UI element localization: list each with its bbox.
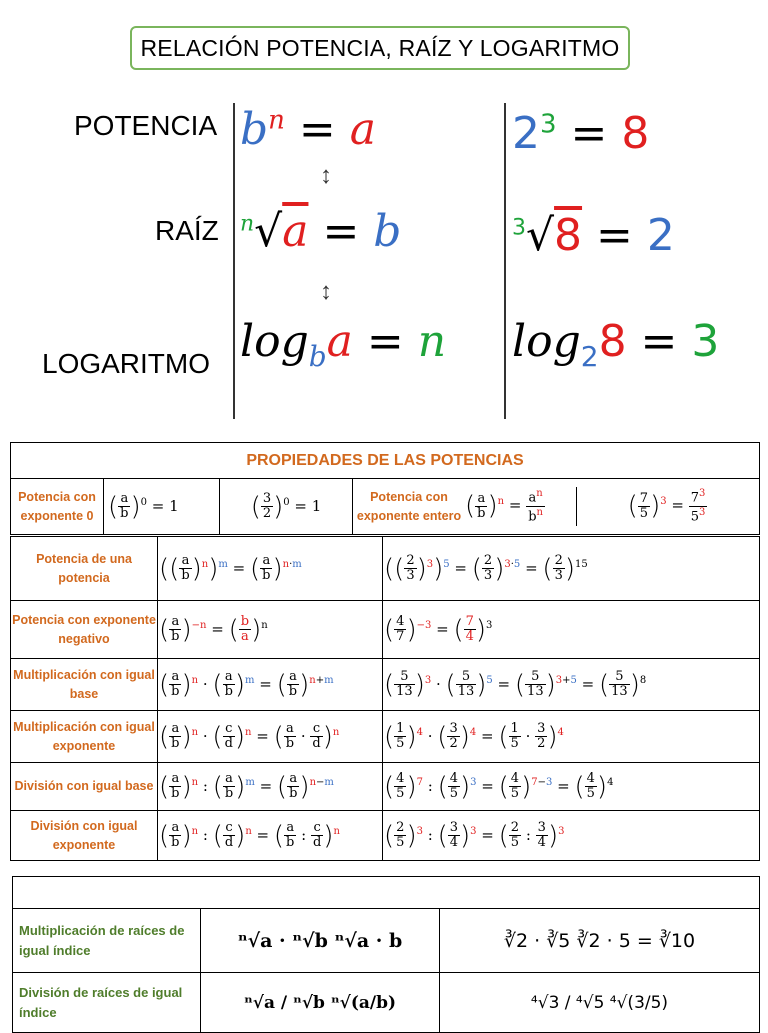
row-example: ( $\frac{4}{7}$ )$^{-3}$ = ( $\frac{7}{4}$ )$^3$ xyxy=(383,601,760,659)
roots-table-header xyxy=(13,877,760,909)
row-example: ( $\frac{4}{5}$ )$^7$ : ( $\frac{4}{5}$ )$^3$ = ( $\frac{4}{5}$ )$^{7-3}$ = ( $\frac{4}{5}$ )$^4$ xyxy=(383,763,760,811)
row-example: (( $\frac{2}{3}$ )$^3$)$^5$ = ( $\frac{2}{3}$ )$^{3\cdot 5}$ = ( $\frac{2}{3}$ )$^{15}$ xyxy=(383,537,760,601)
divider-right xyxy=(504,103,506,419)
row-example: ( $\frac{2}{5}$ )$^3$ : ( $\frac{3}{4}$ )$^3$ = ( $\frac{2}{5}$ : $\frac{3}{4}$ )$^3$ xyxy=(383,811,760,861)
row-label: División con igual base xyxy=(11,763,158,811)
exp-int-label: Potencia con exponente entero xyxy=(356,489,462,523)
exp-int-generic: ( $\frac{a}{b}$ )$^n$ = $\frac{a^n}{b^n}$ xyxy=(464,487,577,527)
row-label: División con igual exponente xyxy=(11,811,158,861)
label-potencia: POTENCIA xyxy=(74,110,218,141)
powers-table xyxy=(10,442,760,535)
label-logaritmo: LOGARITMO xyxy=(42,348,211,379)
roots-row-generic: ⁿ√a · ⁿ√b ⁿ√a · b xyxy=(201,909,440,973)
roots-row-generic: ⁿ√a / ⁿ√b ⁿ√(a/b) xyxy=(201,973,440,1033)
exp0-generic: ( $\frac{a}{b}$ )$^0$ = 1 xyxy=(104,479,220,535)
example-logaritmo: $\log_28 = 3$ xyxy=(512,316,720,373)
row-generic: ( $\frac{a}{b}$ )$^n$ · ( $\frac{a}{b}$ )$^m$ = ( $\frac{a}{b}$ )$^{n+m}$ xyxy=(158,659,383,711)
row-label: Potencia de una potencia xyxy=(11,537,158,601)
row-label: Multiplicación con igual base xyxy=(11,659,158,711)
roots-row-label: Multiplicación de raíces de igual índice xyxy=(13,909,201,973)
row-generic: (( $\frac{a}{b}$ )$^n$)$^m$ = ( $\frac{a}{b}$ )$^{n\cdot m}$ xyxy=(158,537,383,601)
row-generic: ( $\frac{a}{b}$ )$^{-n}$ = ( $\frac{b}{a}$ )$^n$ xyxy=(158,601,383,659)
exp0-example: ( $\frac{3}{2}$ )$^0$ = 1 xyxy=(220,479,353,535)
row-example: ( $\frac{1}{5}$ )$^4$ · ( $\frac{3}{2}$ )$^4$ = ( $\frac{1}{5}$ · $\frac{3}{2}$ )$^4$ xyxy=(383,711,760,763)
exp-int-example: ( $\frac{7}{5}$ )$^3$ = $\frac{7^3}{5^3}$ xyxy=(627,488,706,525)
divider-left xyxy=(233,103,235,419)
arrow-up-down-icon: ↕ xyxy=(320,162,332,189)
roots-row-example: ⁴√3 / ⁴√5 ⁴√(3/5) xyxy=(440,973,760,1033)
arrow-up-down-icon: ↕ xyxy=(320,278,332,305)
row-label: Multiplicación con igual exponente xyxy=(11,711,158,763)
row-example: ( $\frac{5}{13}$ )$^3$ · ( $\frac{5}{13}$ )$^5$ = ( $\frac{5}{13}$ )$^{3+5}$ = ( $\frac{5}{13}$ )$^8$ xyxy=(383,659,760,711)
roots-row-example: ∛2 · ∛5 ∛2 · 5 = ∛10 xyxy=(440,909,760,973)
generic-potencia: $b^n = a$ xyxy=(240,104,376,155)
exp0-label: Potencia con exponente 0 xyxy=(11,479,104,535)
page-title: RELACIÓN POTENCIA, RAÍZ Y LOGARITMO xyxy=(130,26,630,70)
row-generic: ( $\frac{a}{b}$ )$^n$ : ( $\frac{a}{b}$ )$^m$ = ( $\frac{a}{b}$ )$^{n-m}$ xyxy=(158,763,383,811)
exp-int-cell xyxy=(353,479,760,535)
generic-logaritmo: $\log_ba = n$ xyxy=(240,316,447,373)
generic-raiz: $^n$√a = b xyxy=(240,206,402,257)
roots-table xyxy=(12,876,760,1033)
powers-table-title: PROPIEDADES DE LAS POTENCIAS xyxy=(11,443,760,479)
row-generic: ( $\frac{a}{b}$ )$^n$ · ( $\frac{c}{d}$ )$^n$ = ( $\frac{a}{b}$ · $\frac{c}{d}$ )$^n$ xyxy=(158,711,383,763)
label-raiz: RAÍZ xyxy=(155,215,219,246)
powers-table-rows xyxy=(10,536,760,861)
roots-row-label: División de raíces de igual índice xyxy=(13,973,201,1033)
row-generic: ( $\frac{a}{b}$ )$^n$ : ( $\frac{c}{d}$ )$^n$ = ( $\frac{a}{b}$ : $\frac{c}{d}$ )$^n$ xyxy=(158,811,383,861)
example-raiz: $^3$√8 = 2 xyxy=(512,210,675,261)
row-label: Potencia con exponente negativo xyxy=(11,601,158,659)
example-potencia: $2^3 = 8$ xyxy=(512,108,650,159)
